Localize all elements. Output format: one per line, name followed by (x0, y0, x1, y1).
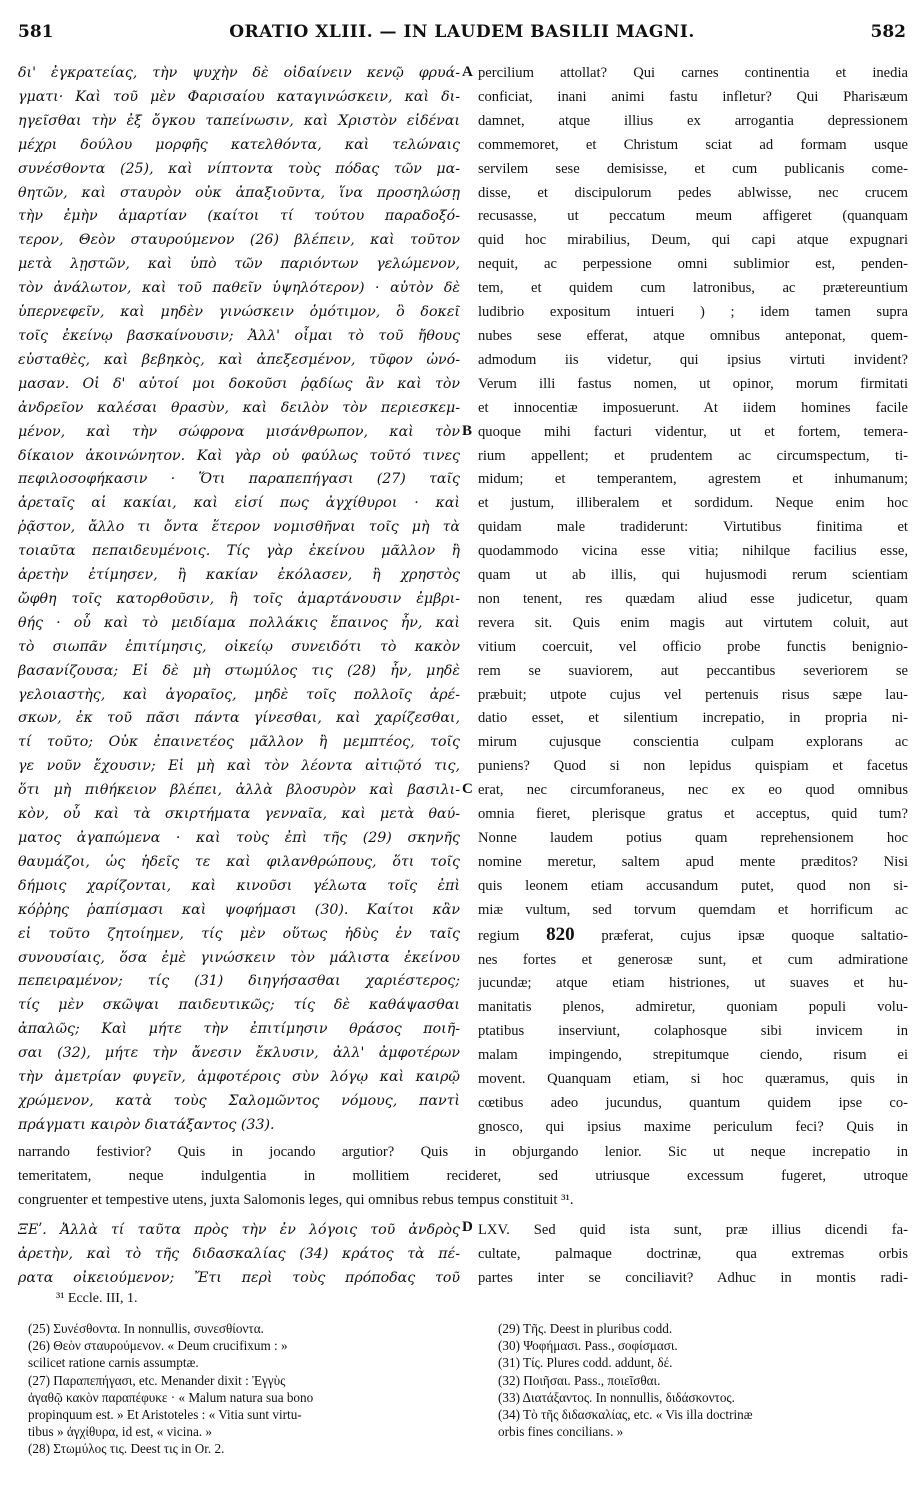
latin-text-line: nes fortes et generosæ sunt, et cum admiratione (478, 951, 908, 968)
latin-text-line: ptatibus inserviunt, colaphosque sibi invicem in (478, 1023, 908, 1040)
latin-text-line: rem se suaviorem, aut peccantibus severiorem se (478, 662, 908, 679)
greek-text-line: δήμοις χαρίζονται, καὶ κινοῦσι γέλωτα τοῖς ἐπὶ (18, 877, 460, 894)
scripture-reference-footnote: ³¹ Eccle. III, 1. (56, 1291, 138, 1306)
greek-text-line: πράγματι καιρὸν διατάξαντος (33). (18, 1116, 275, 1133)
latin-text-line: revera sit. Quis enim magis aut virtutem coluit, aut (478, 614, 908, 631)
critical-note: ἀγαθῷ κακὸν παραπέφυκε · « Malum natura sua bono (28, 1389, 314, 1405)
full-width-line: narrando festivior? Quis in jocando argutior? Quis in objurgando lenior. Sic ut neque increpatio in (18, 1144, 908, 1160)
latin-text-line: movent. Quanquam etiam, si hoc quæramus, quis in (478, 1071, 908, 1088)
critical-note: (28) Στωμύλος τις. Deest τις in Or. 2. (28, 1441, 225, 1457)
latin-text-line: mirum cujusque conscientia culpam explorans ac (478, 734, 908, 751)
margin-letter-c: C (462, 781, 473, 797)
greek-text-line: τί τοῦτο; Οὐκ ἐπαινετέος μᾶλλον ἢ μεμπτέος, τοῖς (18, 734, 460, 751)
greek-text-line: εἰ τοῦτο ζητοίημεν, τίς μὲν οὕτως ἡδὺς ἐν ταῖς (18, 925, 460, 942)
latin-text-line: erat, nec circumforaneus, nec ex eo quod omnibus (478, 782, 908, 799)
latin-text-line: admodum iis videtur, qui ipsius virtuti invident? (478, 351, 908, 368)
latin-text-line: tem, et quidem cum latronibus, ac prætereuntium (478, 280, 908, 297)
latin-text-line: percilium attollat? Qui carnes continentia et inedia (478, 65, 908, 81)
latin-text-line: nubes sese efferat, atque omnibus anteponat, quem- (478, 327, 908, 344)
greek-text-line: ἀνδρεῖον καλέσαι θρασὺν, καὶ δειλὸν τὸν περιεσκεμ- (18, 399, 460, 416)
latin-text-line: et justum, illiberalem et sordidum. Neque enim hoc (478, 495, 908, 512)
greek-text-line: γε νοῦν ἔχουσιν; Εἰ μὴ καὶ τὸν λέοντα αἰτιῷτό τις, (18, 758, 460, 775)
greek-text-line: τερον, Θεὸν σταυρούμενον (26) βλέπειν, καὶ τοῦτον (18, 232, 460, 249)
latin-text-line: quid hoc mirabilius, Deum, qui capi atque expugnari (478, 232, 908, 249)
greek-text-line: βασανίζουσα; Εἰ δὲ μὴ στωμύλος τις (28) ἦν, μηδὲ (18, 662, 460, 679)
latin-text-line: et innocentiæ imposuerunt. At iidem homines facile (478, 399, 908, 416)
section-latin-line: LXV. Sed quid ista sunt, præ illius dicendi fa- (478, 1222, 908, 1238)
latin-text-line: Verum illi fastus nomen, ut opinor, morum firmitati (478, 375, 908, 392)
section-65-greek (18, 1219, 460, 1291)
greek-text-line: ματος ἀγαπώμενα · καὶ τοὺς ἐπὶ τῆς (29) σκηνῆς (18, 830, 460, 846)
greek-text-line: τὸ σιωπᾶν ἐπιτίμησις, οἰκείῳ συνειδότι τὸ κακὸν (18, 638, 460, 655)
latin-text-line: commemoret, et Christum sciat ad formam usque (478, 136, 908, 153)
greek-text-line: δι' ἐγκρατείας, τὴν ψυχὴν δὲ οἰδαίνειν κενῷ φρυά- (18, 65, 460, 81)
full-width-line: temeritatem, neque indulgentia in mollitiem recideret, sed utriusque excessum fugeret, utroque (18, 1167, 908, 1184)
greek-text-line: τὴν ἐμὴν ἁμαρτίαν (καίτοι τί τούτου παραδοξό- (18, 208, 460, 225)
greek-text-line: ἀρετὴν ἐτίμησεν, ἢ κακίαν ἐκόλασεν, ἢ χρηστὸς (18, 567, 460, 584)
latin-text-line: ludibrio expositum intueri ) ; idem tamen supra (478, 304, 908, 321)
column-number: 820 (546, 923, 575, 945)
latin-text-line: puniens? Quod si non lepidus quispiam et facetus (478, 758, 908, 775)
page-header (18, 14, 906, 44)
full-width-line: congruenter et tempestive utens, juxta Salomonis leges, qui omnibus rebus tempus constituit ³¹. (18, 1191, 574, 1208)
latin-text-line: cœtibus adeo jucundus, quantum quidem ipse co- (478, 1094, 908, 1111)
critical-note: orbis fines concilians. » (498, 1424, 624, 1440)
section-greek-line: ΞΕʹ. Ἀλλὰ τί ταῦτα πρὸς τὴν ἐν λόγοις τοῦ ἀνδρὸς (18, 1222, 460, 1238)
latin-text-line: quam ut ab illis, qui hujusmodi rerum scientiam (478, 567, 908, 584)
critical-note: (33) Διατάξαντος. In nonnullis, διδάσκοντος. (498, 1389, 735, 1405)
greek-text-line: κὸν, οὗ καὶ τὰ σκιρτήματα γενναῖα, καὶ μετὰ θαύ- (18, 806, 460, 823)
greek-text-line: μέχρι δούλου μορφῆς κατελθόντα, καὶ τελώναις (18, 136, 460, 153)
greek-text-line: εὐσταθὲς, καὶ βεβηκὸς, καὶ ἀπεξεσμένον, τῦφον ὠνό- (18, 351, 460, 368)
section-latin-line: cultate, palmaque doctrinæ, qua extremas orbis (478, 1245, 908, 1262)
critical-note: propinquum est. » Et Aristoteles : « Vitia sunt virtu- (28, 1407, 302, 1423)
greek-text-line: χρώμενον, κατὰ τοὺς Σαλομῶντος νόμους, παντὶ (18, 1092, 460, 1109)
greek-text-line: θής · οὗ καὶ τὸ μειδίαμα πολλάκις ἔπαινος ἦν, καὶ (18, 614, 460, 631)
page-number-left: 581 (18, 22, 54, 42)
latin-text-line: vitium coercuit, vel officio probe functis benignio- (478, 638, 908, 655)
greek-text-line: τὸν ἀνάλωτον, καὶ τοῦ παθεῖν ὑψηλότερον) · αὐτὸν δὲ (18, 280, 460, 297)
latin-text-line: rium appellent; et prudentem ac circumspectum, ti- (478, 447, 908, 464)
greek-text-line: ῥᾷστον, ἄλλο τι ὄντα ἕτερον νομισθῆναι τοῖς μὴ τὰ (18, 519, 460, 536)
greek-text-line: πεπειραμένον; τίς (31) διηγήσασθαι χαριέστερος; (18, 973, 460, 990)
greek-text-line: θητῶν, καὶ σταυρὸν οὐκ ἀπαξιοῦντα, ἵνα προσηλώσῃ (18, 184, 460, 201)
latin-text-line: quidam male tradiderunt: Virtutibus finitima et (478, 519, 908, 536)
critical-notes-right (498, 1320, 908, 1440)
critical-note: (25) Συνέσθοντα. In nonnullis, συνεσθίοντα. (28, 1321, 264, 1336)
greek-text-line: πεφιλοσοφήκασιν · Ὅτι παραπεπήγασι (27) ταῖς (18, 471, 460, 488)
greek-text-line: γματι· Καὶ τοῦ μὲν Φαρισαίου καταγινώσκειν, καὶ δι- (18, 88, 460, 105)
latin-text-line-rest: præferat, cujus ipsæ quoque saltatio- (601, 927, 908, 944)
latin-text-line: damnet, atque illius ex arrogantia depressionem (478, 112, 908, 129)
latin-text-line: midum; et temperantem, agrestem et inhumanum; (478, 471, 908, 488)
greek-text-line: τοῖς ἐκείνῳ βασκαίνουσιν; Ἀλλ' οἶμαι τὸ τοῦ ἤθους (18, 327, 460, 344)
greek-text-line: συνουσίαις, ὅσα ἐμὲ γινώσκειν τὸν μάλιστα ἐκείνου (18, 949, 460, 966)
margin-letter-b: B (462, 423, 473, 439)
greek-column (18, 62, 460, 1138)
critical-note: (30) Ψοφήμασι. Pass., σοφίσμασι. (498, 1338, 678, 1354)
critical-note: scilicet ratione carnis assumptæ. (28, 1355, 199, 1371)
greek-text-line: τίς μὲν σκῶψαι παιδευτικῶς; τίς δὲ καθάψασθαι (18, 997, 460, 1014)
margin-letter-a: A (462, 64, 473, 80)
latin-column (478, 62, 908, 1140)
latin-text-line: quoque mihi facturi videntur, ut et fortem, temera- (478, 423, 908, 440)
critical-note: (29) Τῆς. Deest in pluribus codd. (498, 1321, 673, 1336)
greek-text-line: δίκαιον ἀκοινώνητον. Καὶ γὰρ οὐ φαύλως τοῦτό τινες (18, 447, 460, 464)
latin-text-line: manitatis plenos, admiretur, quoniam populi volu- (478, 999, 908, 1016)
greek-text-line: συνέσθοντα (25), καὶ νίπτοντα τοὺς πόδας τῶν μα- (18, 160, 460, 177)
margin-letter-d: D (462, 1219, 473, 1235)
greek-text-line: σκων, ἐκ τοῦ πᾶσι πάντα γίνεσθαι, καὶ χαρίζεσθαι, (18, 710, 460, 727)
greek-text-line: τοιαῦτα πεπαιδευμένοις. Τίς γὰρ ἐκείνου μᾶλλον ἢ (18, 543, 460, 560)
greek-text-line: γελοιαστὴς, καὶ ἀγοραῖος, μηδὲ τοῖς πολλοῖς ἀρέ- (18, 686, 460, 703)
latin-regium-prefix: regium (478, 927, 520, 944)
greek-text-line: θαυμάζοι, ὡς ἡδεῖς τε καὶ φιλανθρώπους, ὅτι τοῖς (18, 853, 460, 870)
latin-text-line: Nonne laudem potius quam reprehensionem hoc (478, 830, 908, 846)
latin-text-line: nomine meretur, saltem apud mente præditos? Nisi (478, 853, 908, 870)
greek-text-line: μετὰ λῃστῶν, καὶ ὑπὸ τῶν παριόντων γελώμενον, (18, 256, 460, 273)
critical-note: tibus » ἀγχίθυρα, id est, « vicina. » (28, 1424, 213, 1440)
greek-text-line: ἀπαλῶς; Καὶ μήτε τὴν ἐπιτίμησιν θράσος ποιῆ- (18, 1021, 460, 1038)
section-65-latin (478, 1219, 908, 1291)
latin-text-line: datio esset, et silentium increpatio, in propria ni- (478, 710, 908, 727)
greek-text-line: ὤφθη τοῖς κατορθοῦσιν, ἢ τοῖς ἁμαρτάνουσιν ἐμβρι- (18, 590, 460, 607)
latin-text-line: conficiat, inani animi fastu infletur? Qui Pharisæum (478, 88, 908, 105)
section-greek-line: ρατα οἰκειούμενον; Ἔτι περὶ τοὺς πρόποδας τοῦ (18, 1269, 460, 1286)
latin-text-line: nequit, ac perpessione omni sublimior est, penden- (478, 256, 908, 273)
greek-text-line: ἀρεταῖς αἱ κακίαι, καὶ εἰσί πως ἀγχίθυροι · καὶ (18, 495, 460, 512)
latin-text-line: disse, et discipulorum pedes ablwisse, nec crucem (478, 184, 908, 201)
greek-text-line: τὴν ἀμετρίαν φυγεῖν, ἀμφοτέροις σὺν λόγῳ καὶ καιρῷ (18, 1069, 460, 1086)
greek-text-line: μασαν. Οἱ δ' αὐτοί μοι δοκοῦσι ῥᾳδίως ἂν καὶ τὸν (18, 375, 460, 392)
latin-text-line: non tenent, res quædam aliud esse judicetur, quam (478, 590, 908, 607)
greek-text-line: ὅτι μὴ πιθήκειον βλέπει, ἀλλὰ βλοσυρὸν καὶ βασιλι- (18, 782, 460, 799)
latin-text-line (478, 923, 908, 949)
latin-text-line: omnia fieret, plerisque gratus et acceptus, quid tum? (478, 806, 908, 823)
latin-text-line: malam impingendo, strepitumque ciendo, risum ei (478, 1047, 908, 1064)
greek-text-line: σαι (32), μήτε τὴν ἄνεσιν ἔκλυσιν, ἀλλ' ἀμφοτέρων (18, 1045, 460, 1062)
section-greek-line: ἀρετὴν, καὶ τὸ τῆς διδασκαλίας (34) κράτος τὰ πέ- (18, 1245, 460, 1262)
critical-note: (32) Ποιῆσαι. Pass., ποιεῖσθαι. (498, 1372, 661, 1388)
latin-text-line: quis leonem etiam accusandum putet, quod non si- (478, 877, 908, 894)
greek-text-line: μένον, καὶ τὴν σώφρονα μισάνθρωπον, καὶ τὸν (18, 423, 460, 440)
latin-text-line: servilem sese demisisse, et cum publicanis come- (478, 160, 908, 177)
critical-note: (31) Τίς. Plures codd. addunt, δέ. (498, 1355, 673, 1371)
greek-text-line: ὑπερνεφεῖν, καὶ μηδὲν γινώσκειν ὁμότιμον, ὃ δοκεῖ (18, 304, 460, 321)
running-title: ORATIO XLIII. — IN LAUDEM BASILII MAGNI. (229, 22, 695, 42)
greek-text-line: ηγεῖσθαι τὴν ἐξ ὄγκου ταπείνωσιν, καὶ Χριστὸν εἰδέναι (18, 112, 460, 129)
critical-note: (26) Θεὸν σταυρούμενον. « Deum crucifixum : » (28, 1338, 288, 1354)
section-latin-line: partes inter se conciliavit? Adhuc in montis radi- (478, 1269, 908, 1286)
latin-text-line: præbuit; utpote cujus vel pertenuis risus sæpe lau- (478, 686, 908, 703)
critical-note: (27) Παραπεπήγασι, etc. Menander dixit : Ἐγγὺς (28, 1372, 286, 1388)
critical-note: (34) Τὸ τῆς διδασκαλίας, etc. « Vis illa doctrinæ (498, 1407, 753, 1423)
greek-text-line: κόῤῥης ῥαπίσμασι καὶ ψοφήμασι (30). Καίτοι κἂν (18, 901, 460, 918)
latin-text-line: gnosco, qui ipsius maxime periculum feci? Quis in (478, 1118, 908, 1135)
latin-text-line: miæ vultum, sed torvum quemdam et horrificum ac (478, 901, 908, 918)
critical-notes-left (28, 1320, 460, 1458)
latin-text-line: recusasse, ut peccatum meum affigeret (quanquam (478, 208, 908, 225)
full-width-paragraph (18, 1141, 908, 1213)
latin-text-line: quodammodo vicina esse vitia; nihilque facilius esse, (478, 543, 908, 560)
latin-text-line: jucundæ; atque etiam histriones, ut suaves et hu- (478, 975, 908, 992)
page-number-right: 582 (870, 22, 906, 42)
